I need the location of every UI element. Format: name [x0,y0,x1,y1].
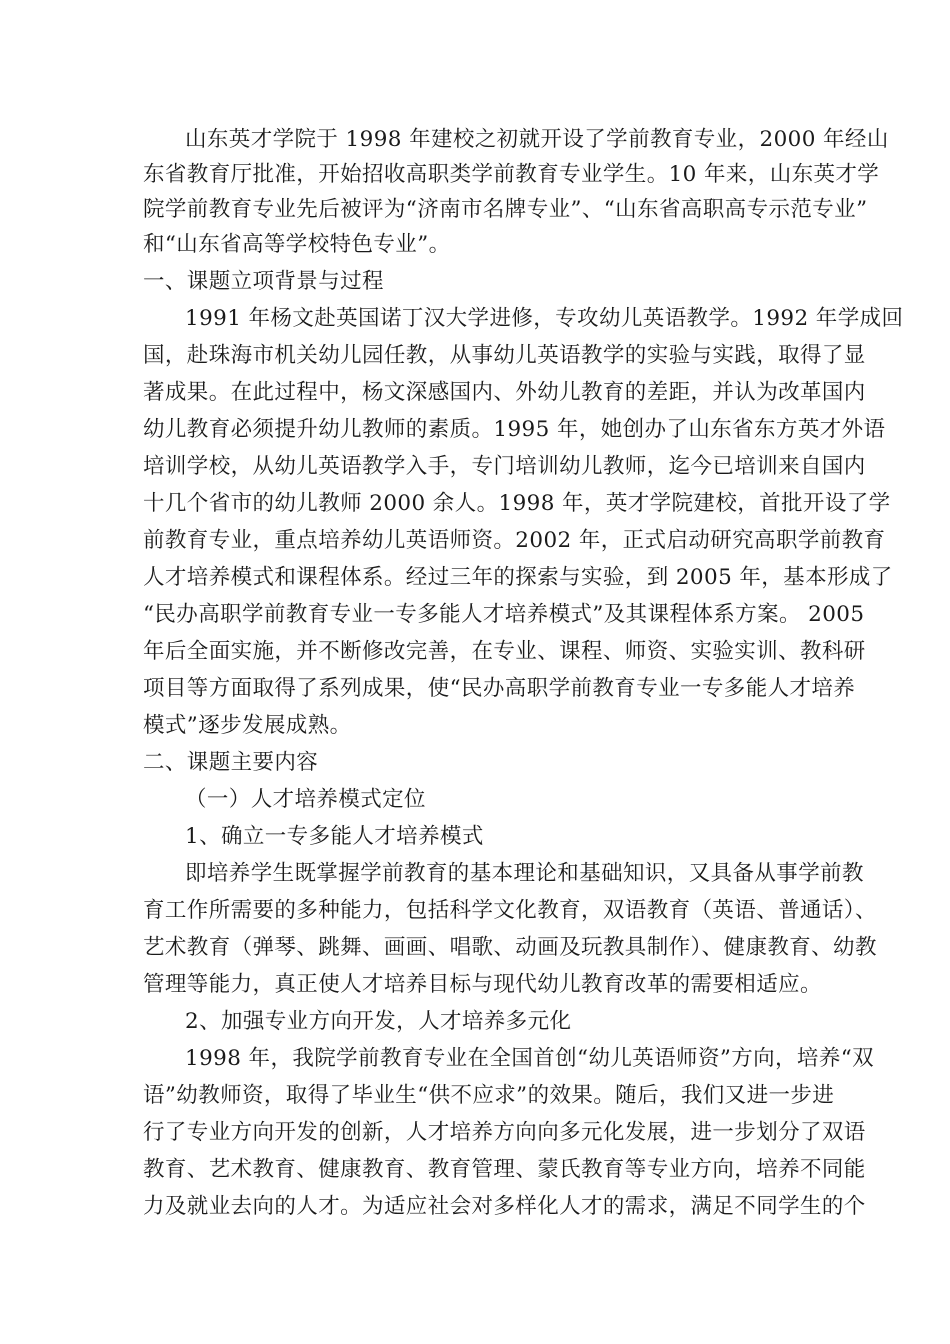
subsection-heading: 1、确立一专多能人才培养模式 [185,824,484,849]
paragraph-line: 年后全面实施，并不断修改完善，在专业、课程、师资、实验实训、教科研 [143,639,866,664]
paragraph-line: 教育、艺术教育、健康教育、教育管理、蒙氏教育等专业方向，培养不同能 [143,1157,866,1182]
paragraph-line: 东省教育厅批准，开始招收高职类学前教育专业学生。10 年来，山东英才学 [143,162,880,187]
paragraph-line: 幼儿教育必须提升幼儿教师的素质。1995 年，她创办了山东省东方英才外语 [143,417,886,442]
section-heading: 一、课题立项背景与过程 [143,269,384,294]
paragraph-line: 1991 年杨文赴英国诺丁汉大学进修，专攻幼儿英语教学。1992 年学成回 [185,306,904,331]
paragraph-line: 院学前教育专业先后被评为“济南市名牌专业”、“山东省高职高专示范专业” [143,197,868,222]
paragraph-line: 十几个省市的幼儿教师 2000 余人。1998 年，英才学院建校，首批开设了学 [143,491,891,516]
paragraph-line: 前教育专业，重点培养幼儿英语师资。2002 年，正式启动研究高职学前教育 [143,528,886,553]
subsection-heading: （一）人才培养模式定位 [185,787,426,812]
paragraph-line: 人才培养模式和课程体系。经过三年的探索与实验，到 2005 年，基本形成了 [143,565,893,590]
paragraph-line: 语”幼教师资，取得了毕业生“供不应求”的效果。随后，我们又进一步进 [143,1083,835,1108]
paragraph-line: 项目等方面取得了系列成果，使“民办高职学前教育专业一专多能人才培养 [143,676,856,701]
paragraph-line: 行了专业方向开发的创新，人才培养方向向多元化发展，进一步划分了双语 [143,1120,866,1145]
paragraph-line: 山东英才学院于 1998 年建校之初就开设了学前教育专业，2000 年经山 [185,127,889,152]
paragraph-line: 培训学校，从幼儿英语教学入手，专门培训幼儿教师，迄今已培训来自国内 [143,454,866,479]
paragraph-line: 著成果。在此过程中，杨文深感国内、外幼儿教育的差距，并认为改革国内 [143,380,866,405]
section-heading: 二、课题主要内容 [143,750,319,775]
paragraph-line: 模式”逐步发展成熟。 [143,713,352,738]
paragraph-line: 管理等能力，真正使人才培养目标与现代幼儿教育改革的需要相适应。 [143,972,822,997]
paragraph-line: 育工作所需要的多种能力，包括科学文化教育，双语教育（英语、普通话）、 [143,898,877,923]
paragraph-line: 1998 年，我院学前教育专业在全国首创“幼儿英语师资”方向，培养“双 [185,1046,875,1071]
paragraph-line: 力及就业去向的人才。为适应社会对多样化人才的需求，满足不同学生的个 [143,1194,866,1219]
paragraph-line: “民办高职学前教育专业一专多能人才培养模式”及其课程体系方案。 2005 [143,602,865,627]
paragraph-line: 即培养学生既掌握学前教育的基本理论和基础知识，又具备从事学前教 [185,861,864,886]
subsection-heading: 2、加强专业方向开发，人才培养多元化 [185,1009,572,1034]
paragraph-line: 国，赴珠海市机关幼儿园任教，从事幼儿英语教学的实验与实践，取得了显 [143,343,866,368]
paragraph-line: 和“山东省高等学校特色专业”。 [143,232,451,257]
paragraph-line: 艺术教育（弹琴、跳舞、画画、唱歌、动画及玩教具制作）、健康教育、幼教 [143,935,877,960]
